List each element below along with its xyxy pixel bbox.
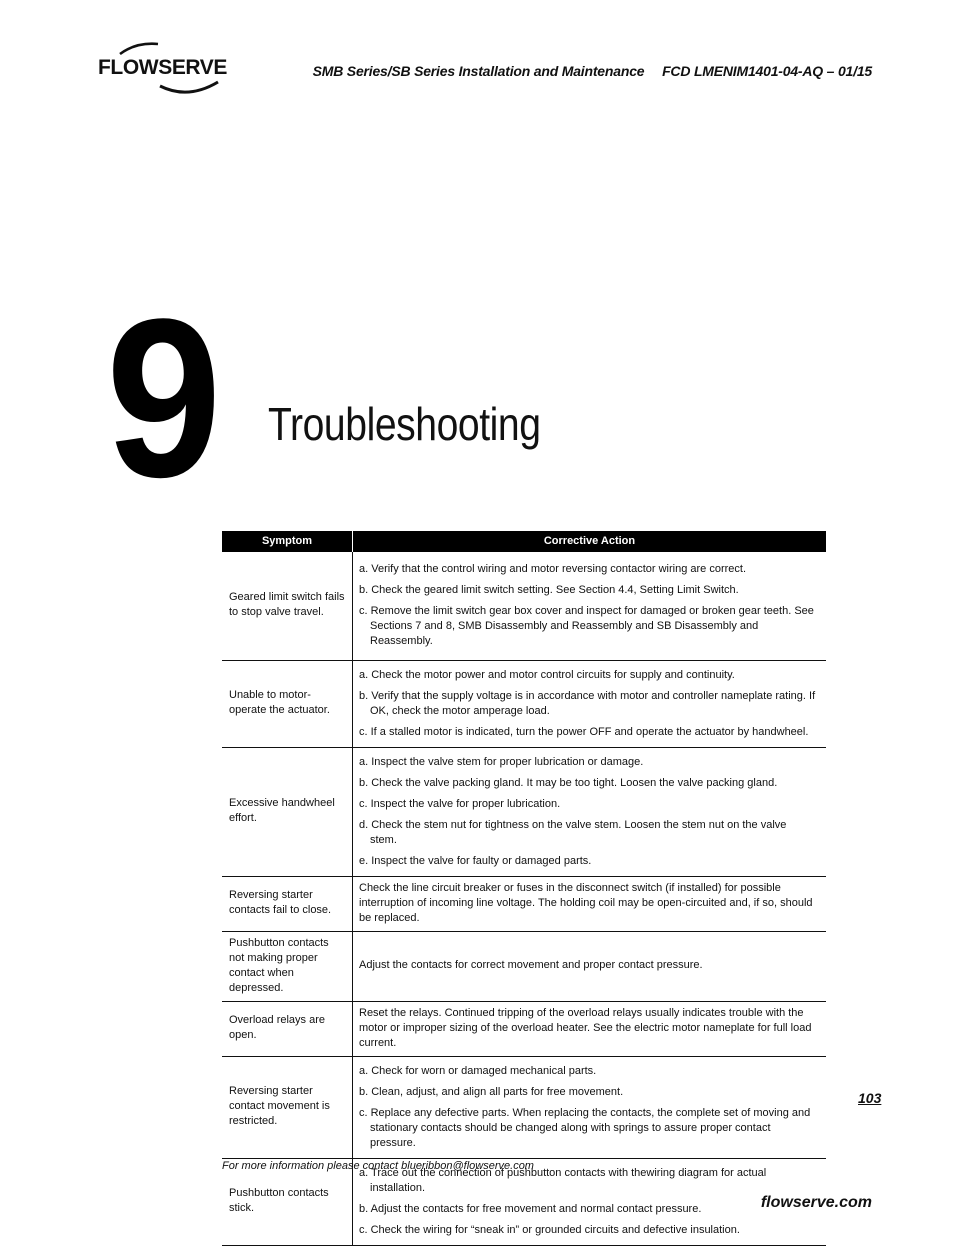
table-row (222, 552, 826, 660)
action-text: Reset the relays. Continued tripping of the overload relays usually indicates trouble with the motor or improper sizing of the overload heater. See the electric motor nameplate for full load current. (359, 1006, 812, 1049)
footer-contact-note: For more information please contact blueribbon@flowserve.com (222, 1160, 534, 1172)
table-row (222, 660, 826, 747)
action-cell (353, 1056, 827, 1158)
action-cell (353, 1001, 827, 1056)
action-text: Check the line circuit breaker or fuses in the disconnect switch (if installed) for possible interruption of incoming line voltage. The holding coil may be open-circuited and, if so, should be replaced. (359, 881, 813, 924)
table-row (222, 1056, 826, 1158)
header-doc-code: FCD LMENIM1401-04-AQ – 01/15 (662, 63, 872, 79)
action-item: c. Inspect the valve for proper lubrication. (359, 797, 561, 810)
logo-text: FLOWSERVE (98, 56, 228, 79)
action-cell (353, 552, 827, 660)
symptom-header: Symptom (222, 531, 353, 552)
action-cell (353, 747, 827, 876)
footer-website[interactable]: flowserve.com (760, 1194, 872, 1211)
running-header (300, 63, 872, 79)
action-cell (353, 931, 827, 1001)
troubleshooting-table (222, 531, 826, 1246)
symptom-cell: Reversing starter contact movement is restricted. (222, 1056, 353, 1158)
action-item: e. Inspect the valve for faulty or damaged parts. (359, 854, 592, 867)
action-text: Adjust the contacts for correct movement and proper contact pressure. (359, 959, 703, 971)
action-item: c. If a stalled motor is indicated, turn the power OFF and operate the actuator by handwheel. (359, 725, 809, 738)
action-item: a. Check for worn or damaged mechanical parts. (359, 1064, 597, 1077)
symptom-cell: Geared limit switch fails to stop valve travel. (222, 552, 353, 660)
symptom-cell: Reversing starter contacts fail to close. (222, 876, 353, 931)
table-row (222, 1001, 826, 1056)
action-item: b. Adjust the contacts for free movement and normal contact pressure. (359, 1202, 702, 1215)
action-item: b. Check the valve packing gland. It may be too tight. Loosen the valve packing gland. (359, 776, 778, 789)
table-row (222, 876, 826, 931)
symptom-cell: Excessive handwheel effort. (222, 747, 353, 876)
header-title: SMB Series/SB Series Installation and Maintenance (312, 63, 645, 79)
flowserve-logo (98, 42, 238, 96)
page-number: 103 (858, 1090, 882, 1106)
table-row (222, 931, 826, 1001)
corrective-action-header: Corrective Action (353, 531, 827, 552)
action-item: b. Verify that the supply voltage is in accordance with motor and controller nameplate rating. If OK, check the motor amperage load. (359, 689, 816, 717)
action-item: b. Clean, adjust, and align all parts for free movement. (359, 1085, 624, 1098)
action-item: c. Replace any defective parts. When replacing the contacts, the complete set of moving and stationary contacts should be changed along with springs to assure proper contact pressure. (359, 1106, 811, 1149)
action-cell (353, 660, 827, 747)
action-item: a. Inspect the valve stem for proper lubrication or damage. (359, 755, 644, 768)
action-item: a. Verify that the control wiring and motor reversing contactor wiring are correct. (359, 563, 747, 576)
chapter-number: 9 (106, 271, 218, 524)
action-cell (353, 876, 827, 931)
action-item: c. Remove the limit switch gear box cover and inspect for damaged or broken gear teeth. See Sections 7 and 8, SMB Disassembly and Reassembly and SB Disassembly and Reassembly. (359, 605, 814, 648)
symptom-cell: Pushbutton contacts not making proper contact when depressed. (222, 931, 353, 1001)
action-item: d. Check the stem nut for tightness on the valve stem. Loosen the stem nut on the valve stem. (359, 818, 787, 846)
action-item: b. Check the geared limit switch setting. See Section 4.4, Setting Limit Switch. (359, 584, 739, 597)
chapter-title: Troubleshooting (268, 398, 541, 450)
symptom-cell: Pushbutton contacts stick. (222, 1158, 353, 1245)
table-header-row (222, 531, 826, 552)
table-row (222, 747, 826, 876)
action-item: a. Check the motor power and motor control circuits for supply and continuity. (359, 668, 735, 681)
action-item: c. Check the wiring for “sneak in” or grounded circuits and defective insulation. (359, 1223, 740, 1236)
action-item: a. Trace out the connection of pushbutton contacts with thewiring diagram for actual installation. (359, 1166, 767, 1194)
symptom-cell: Unable to motor-operate the actuator. (222, 660, 353, 747)
symptom-cell: Overload relays are open. (222, 1001, 353, 1056)
